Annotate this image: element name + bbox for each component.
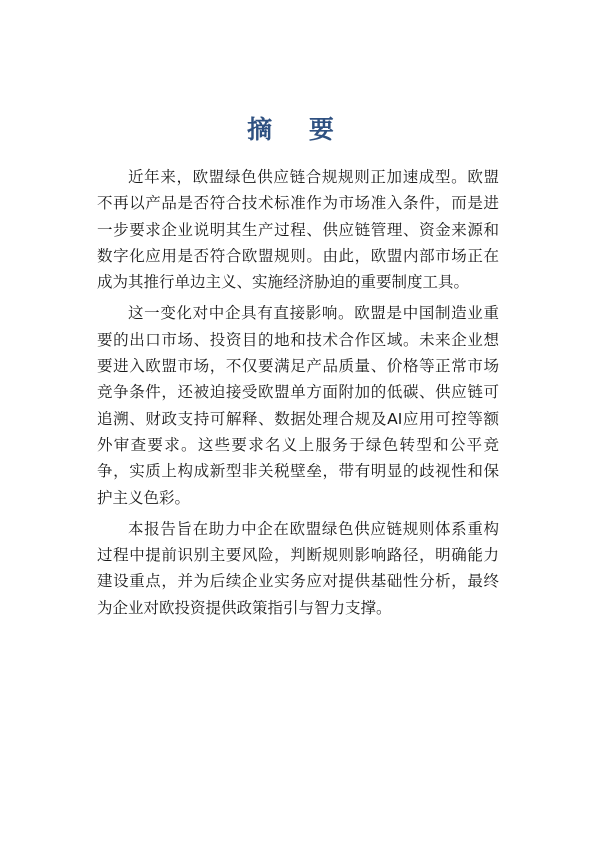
page-title: 摘 要 — [247, 115, 348, 144]
abstract-body — [97, 164, 499, 626]
paragraph: 本报告旨在助力中企在欧盟绿色供应链规则体系重构过程中提前识别主要风险，判断规则影响路径，明确能力建设重点，并为后续企业实务应对提供基础性分析，最终为企业对欧投资提供政策指引与智力支撑。 — [97, 519, 499, 617]
paragraph: 近年来，欧盟绿色供应链合规规则正加速成型。欧盟不再以产品是否符合技术标准作为市场准入条件，而是进一步要求企业说明其生产过程、供应链管理、资金来源和数字化应用是否符合欧盟规则。由此，欧盟内部市场正在成为其推行单边主义、实施经济胁迫的重要制度工具。 — [97, 168, 499, 292]
paragraph: 这一变化对中企具有直接影响。欧盟是中国制造业重要的出口市场、投资目的地和技术合作区域。未来企业想要进入欧盟市场，不仅要满足产品质量、价格等正常市场竞争条件，还被迫接受欧盟单方面附加的低碳、供应链可追溯、财政支持可解释、数据处理合规及AI应用可控等额外审查要求。这些要求名义上服务于绿色转型和公平竞争，实质上构成新型非关税壁垒，带有明显的歧视性和保护主义色彩。 — [97, 304, 499, 507]
